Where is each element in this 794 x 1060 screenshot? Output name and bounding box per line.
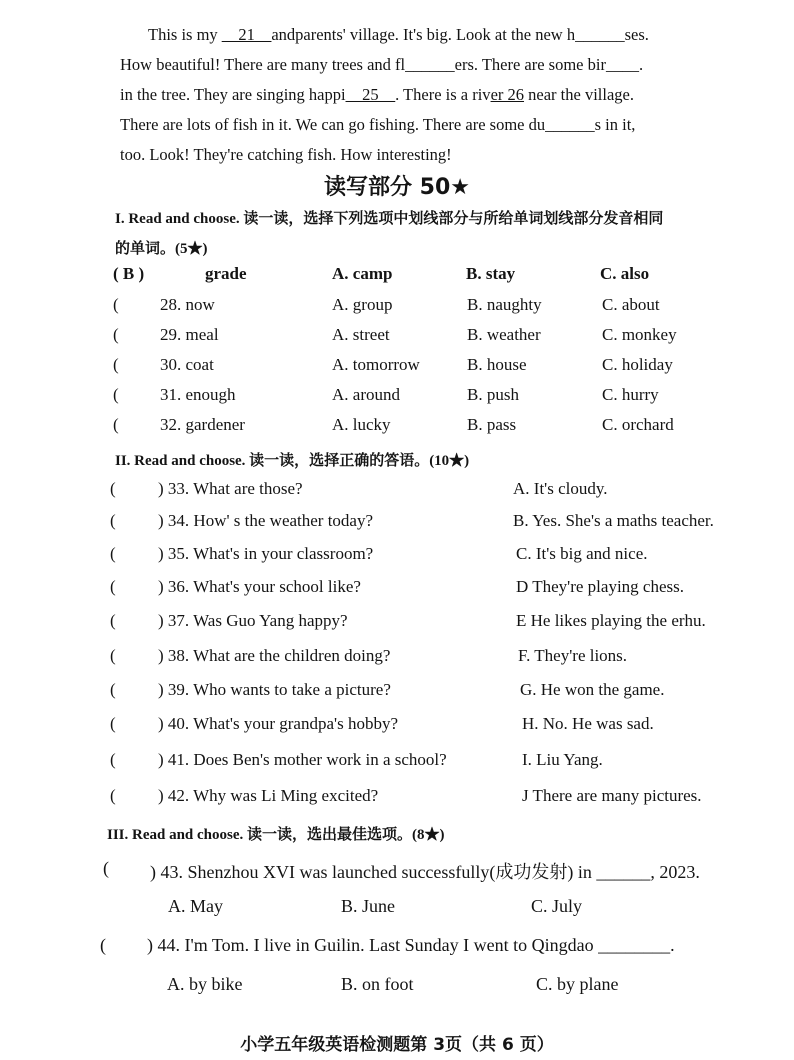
section2-heading: II. Read and choose. 读一读，选择正确的答语。(10★) bbox=[115, 453, 470, 469]
passage-text: There are lots of fish in it. We can go fishing. There are some du bbox=[120, 115, 546, 134]
answer-blank[interactable]: ( bbox=[110, 646, 116, 665]
blank-21[interactable]: __21__ bbox=[221, 25, 272, 44]
passage-line-2 bbox=[120, 50, 740, 80]
option-a[interactable]: A. lucky bbox=[332, 415, 391, 434]
question-text: ) 39. Who wants to take a picture? bbox=[158, 680, 391, 699]
answer-option[interactable]: B. Yes. She's a maths teacher. bbox=[513, 511, 714, 530]
option-c[interactable]: C. about bbox=[602, 295, 660, 314]
answer-blank[interactable]: ( bbox=[110, 511, 116, 530]
passage-text: . bbox=[638, 55, 644, 74]
section-title: 读写部分 50★ bbox=[324, 175, 470, 200]
option-c[interactable]: C. by plane bbox=[536, 974, 619, 994]
option-b[interactable]: B. naughty bbox=[467, 295, 542, 314]
question-word: 32. gardener bbox=[160, 415, 245, 434]
option-a[interactable]: A. street bbox=[332, 325, 390, 344]
answer-option[interactable]: J There are many pictures. bbox=[522, 786, 702, 805]
option-a[interactable]: A. around bbox=[332, 385, 400, 404]
option-b[interactable]: B. pass bbox=[467, 415, 517, 434]
page-footer: 小学五年级英语检测题第 3页（共 6 页） bbox=[240, 1035, 554, 1055]
question-text: ) 42. Why was Li Ming excited? bbox=[158, 786, 379, 805]
answer-option[interactable]: E He likes playing the erhu. bbox=[516, 611, 706, 630]
passage-text: This is my bbox=[148, 25, 222, 44]
option-c: C. also bbox=[600, 264, 650, 283]
question-word: 30. coat bbox=[160, 355, 214, 374]
passage-text: s in it, bbox=[594, 115, 636, 134]
match-row-33 bbox=[0, 479, 794, 509]
passage-text: too. Look! They're catching fish. How interesting! bbox=[120, 145, 452, 164]
option-a[interactable]: A. group bbox=[332, 295, 393, 314]
answer-blank[interactable]: ( bbox=[113, 415, 119, 434]
option-c[interactable]: C. July bbox=[531, 896, 583, 916]
passage-line-4 bbox=[120, 110, 740, 140]
question-row-30 bbox=[0, 355, 794, 385]
section1-heading: I. Read and choose. 读一读，选择下列选项中划线部分与所给单词划线部分发音相同 bbox=[115, 211, 664, 227]
match-row-35 bbox=[0, 544, 794, 574]
option-b[interactable]: B. house bbox=[467, 355, 527, 374]
option-c[interactable]: C. orchard bbox=[602, 415, 674, 434]
question-text: ) 38. What are the children doing? bbox=[158, 646, 391, 665]
example-answer: ( B ) bbox=[113, 264, 145, 283]
match-row-39 bbox=[0, 680, 794, 710]
match-row-37 bbox=[0, 611, 794, 641]
option-b[interactable]: B. on foot bbox=[341, 974, 414, 994]
answer-blank[interactable]: ( bbox=[110, 750, 116, 769]
blank-27[interactable]: ______ bbox=[545, 115, 595, 134]
answer-blank[interactable]: ( bbox=[113, 325, 119, 344]
question-text: ) 33. What are those? bbox=[158, 479, 303, 498]
answer-blank[interactable]: ( bbox=[110, 479, 116, 498]
blank-25[interactable]: __25__ bbox=[345, 85, 396, 104]
passage-line-5 bbox=[120, 140, 740, 170]
question-text: ) 36. What's your school like? bbox=[158, 577, 361, 596]
blank-23[interactable]: ______ bbox=[405, 55, 455, 74]
answer-blank[interactable]: ( bbox=[113, 385, 119, 404]
passage-text: . There is a riv bbox=[395, 85, 491, 104]
option-b: B. stay bbox=[466, 264, 516, 283]
cloze-passage bbox=[120, 20, 740, 170]
question-44 bbox=[0, 935, 794, 965]
question-43-options bbox=[0, 896, 794, 926]
question-word: 29. meal bbox=[160, 325, 219, 344]
option-a[interactable]: A. by bike bbox=[167, 974, 243, 994]
question-word: 31. enough bbox=[160, 385, 236, 404]
question-text: ) 41. Does Ben's mother work in a school? bbox=[158, 750, 447, 769]
passage-text: How beautiful! There are many trees and fl bbox=[120, 55, 406, 74]
answer-blank[interactable]: ( bbox=[110, 786, 116, 805]
blank-22[interactable]: ______ bbox=[575, 25, 625, 44]
passage-text: andparents' village. It's big. Look at the new h bbox=[271, 25, 576, 44]
passage-text: ses. bbox=[624, 25, 649, 44]
answer-option[interactable]: D They're playing chess. bbox=[516, 577, 684, 596]
answer-blank[interactable]: ( bbox=[110, 611, 116, 630]
blank-26[interactable]: er 26 bbox=[490, 85, 525, 104]
answer-option[interactable]: A. It's cloudy. bbox=[513, 479, 608, 498]
option-b[interactable]: B. weather bbox=[467, 325, 541, 344]
answer-blank[interactable]: ( bbox=[103, 858, 109, 878]
match-row-34 bbox=[0, 511, 794, 541]
match-row-42 bbox=[0, 786, 794, 816]
match-row-36 bbox=[0, 577, 794, 607]
option-a[interactable]: A. tomorrow bbox=[332, 355, 420, 374]
passage-text: ers. There are some bir bbox=[454, 55, 606, 74]
answer-option[interactable]: H. No. He was sad. bbox=[522, 714, 654, 733]
answer-blank[interactable]: ( bbox=[100, 935, 106, 955]
question-row-32 bbox=[0, 415, 794, 445]
match-row-40 bbox=[0, 714, 794, 744]
question-word: 28. now bbox=[160, 295, 215, 314]
answer-option[interactable]: C. It's big and nice. bbox=[516, 544, 648, 563]
question-43 bbox=[0, 858, 794, 888]
match-row-41 bbox=[0, 750, 794, 780]
question-row-31 bbox=[0, 385, 794, 415]
question-row-28 bbox=[0, 295, 794, 325]
example-word: grade bbox=[205, 264, 247, 283]
option-a: A. camp bbox=[332, 264, 393, 283]
answer-blank[interactable]: ( bbox=[110, 544, 116, 563]
question-text: ) 35. What's in your classroom? bbox=[158, 544, 374, 563]
question-text: ) 40. What's your grandpa's hobby? bbox=[158, 714, 398, 733]
passage-line-1 bbox=[120, 20, 740, 50]
passage-text: in the tree. They are singing happi bbox=[120, 85, 346, 104]
option-c[interactable]: C. hurry bbox=[602, 385, 659, 404]
answer-blank[interactable]: ( bbox=[110, 680, 116, 699]
example-row bbox=[0, 264, 794, 294]
option-b[interactable]: B. June bbox=[341, 896, 395, 916]
answer-blank[interactable]: ( bbox=[110, 714, 116, 733]
passage-line-3 bbox=[120, 80, 740, 110]
option-c[interactable]: C. monkey bbox=[602, 325, 677, 344]
option-b[interactable]: B. push bbox=[467, 385, 519, 404]
answer-option[interactable]: I. Liu Yang. bbox=[522, 750, 603, 769]
answer-blank[interactable]: ( bbox=[113, 295, 119, 314]
blank-24[interactable]: ____ bbox=[605, 55, 639, 74]
question-text: ) 43. Shenzhou XVI was launched successfully(成功发射) in ______, 2023. bbox=[150, 862, 700, 882]
answer-option[interactable]: F. They're lions. bbox=[518, 646, 628, 665]
passage-text: near the village. bbox=[524, 85, 634, 104]
section3-heading: III. Read and choose. 读一读，选出最佳选项。(8★) bbox=[107, 827, 445, 843]
question-text: ) 37. Was Guo Yang happy? bbox=[158, 611, 348, 630]
answer-option[interactable]: G. He won the game. bbox=[520, 680, 665, 699]
question-row-29 bbox=[0, 325, 794, 355]
option-a[interactable]: A. May bbox=[168, 896, 223, 916]
section1-heading-2: 的单词。(5★) bbox=[115, 241, 208, 257]
option-c[interactable]: C. holiday bbox=[602, 355, 673, 374]
question-text: ) 34. How' s the weather today? bbox=[158, 511, 374, 530]
match-row-38 bbox=[0, 646, 794, 676]
answer-blank[interactable]: ( bbox=[113, 355, 119, 374]
question-44-options bbox=[0, 974, 794, 1004]
answer-blank[interactable]: ( bbox=[110, 577, 116, 596]
question-text: ) 44. I'm Tom. I live in Guilin. Last Sunday I went to Qingdao ________. bbox=[147, 935, 675, 955]
